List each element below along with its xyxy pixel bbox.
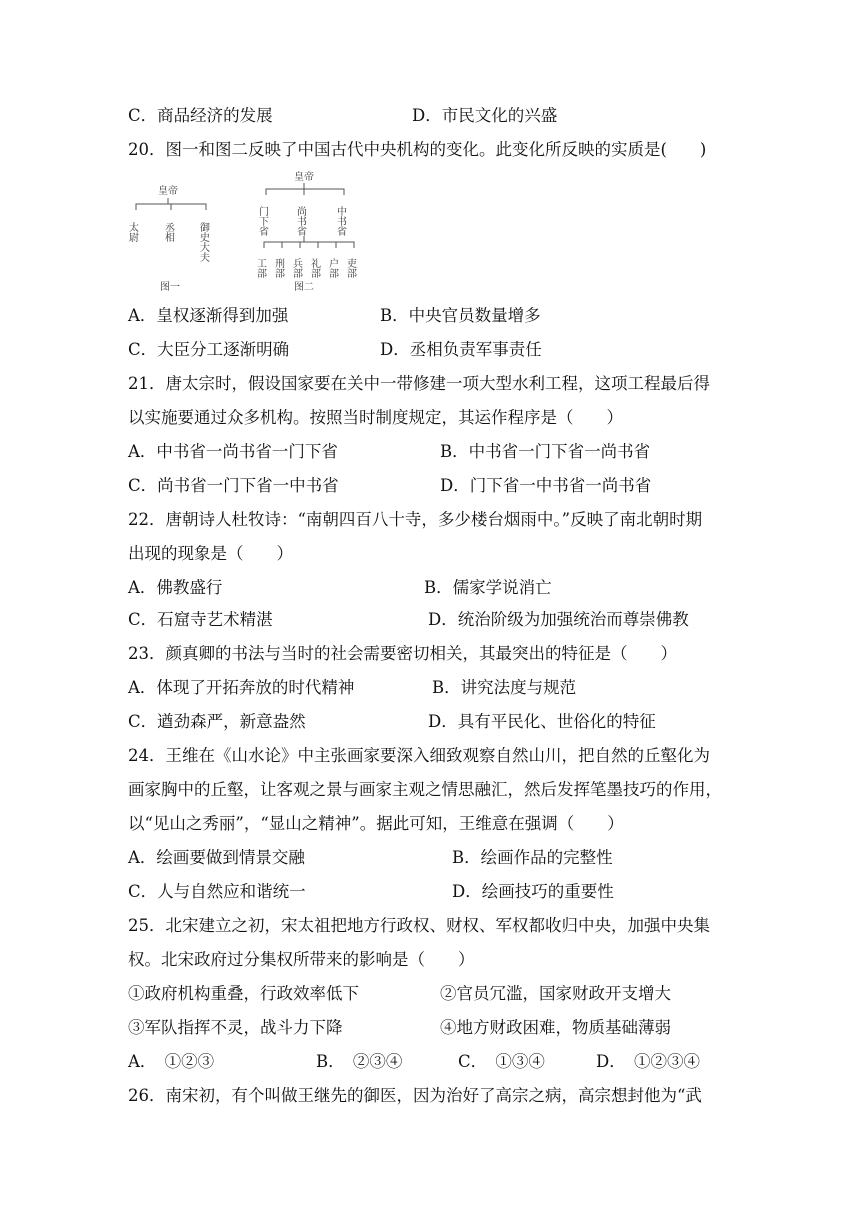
q21-option-c: C．尚书省一门下省一中书省 xyxy=(128,476,339,495)
q21-stem-line2: 以实施要通过众多机构。按照当时制度规定，其运作程序是（ ） xyxy=(128,408,623,427)
q19-option-c: C．商品经济的发展 xyxy=(128,106,273,125)
fig2-bu-3: 兵部 xyxy=(290,258,302,278)
q25-stem-line2: 权。北宋政府过分集权所带来的影响是（ ） xyxy=(128,950,475,969)
q23-stem: 23．颜真卿的书法与当时的社会需要密切相关，其最突出的特征是（ ） xyxy=(128,644,677,663)
fig2-sheng-3: 中书省 xyxy=(334,206,346,236)
q24-stem-line3: 以“见山之秀丽”，“显山之精神”。据此可知，王维意在强调（ ） xyxy=(128,814,624,833)
q26-stem-line1: 26．南宋初，有个叫做王继先的御医，因为治好了高宗之病，高宗想封他为“武 xyxy=(128,1086,702,1105)
fig2-bu-1: 工部 xyxy=(254,258,266,278)
fig2-caption: 图二 xyxy=(294,282,314,293)
figure-two-diagram xyxy=(255,170,357,293)
fig2-bu-4: 礼部 xyxy=(308,258,320,278)
fig2-bu-6: 吏部 xyxy=(344,258,356,278)
q22-option-c: C．石窟寺艺术精湛 xyxy=(128,610,273,629)
fig1-child-1: 太尉 xyxy=(126,222,138,242)
q22-option-a: A．佛教盛行 xyxy=(128,578,223,597)
q21-option-d: D．门下省一中书省一尚书省 xyxy=(440,476,652,495)
q22-option-b: B．儒家学说消亡 xyxy=(424,578,552,597)
q25-option-d: D． ①②③④ xyxy=(596,1052,700,1071)
q23-option-b: B．讲究法度与规范 xyxy=(432,678,577,697)
q20-option-c: C．大臣分工逐渐明确 xyxy=(128,340,290,359)
q23-option-d: D．具有平民化、世俗化的特征 xyxy=(428,712,656,731)
q22-stem-line1: 22．唐朝诗人杜牧诗：“南朝四百八十寺，多少楼台烟雨中。”反映了南北朝时期 xyxy=(128,510,703,529)
q20-option-a: A．皇权逐渐得到加强 xyxy=(128,306,289,325)
q21-option-a: A．中书省一尚书省一门下省 xyxy=(128,442,338,461)
q22-option-d: D．统治阶级为加强统治而尊崇佛教 xyxy=(428,610,689,629)
q20-stem: 20．图一和图二反映了中国古代中央机构的变化。此变化所反映的实质是( ) xyxy=(128,140,707,159)
q24-stem-line1: 24．王维在《山水论》中主张画家要深入细致观察自然山川，把自然的丘壑化为 xyxy=(128,746,710,765)
q23-option-a: A．体现了开拓奔放的时代精神 xyxy=(128,678,355,697)
q25-statement-2: ②官员冗滥，国家财政开支增大 xyxy=(440,984,671,1003)
q21-stem-line1: 21．唐太宗时，假设国家要在关中一带修建一项大型水利工程，这项工程最后得 xyxy=(128,374,710,393)
q24-option-c: C．人与自然应和谐统一 xyxy=(128,882,306,901)
q21-option-b: B．中书省一门下省一尚书省 xyxy=(440,442,651,461)
q25-stem-line1: 25．北宋建立之初，宋太祖把地方行政权、财权、军权都收归中央，加强中央集 xyxy=(128,916,710,935)
fig2-bu-2: 刑部 xyxy=(272,258,284,278)
fig2-top: 皇帝 xyxy=(294,172,314,183)
q20-figure xyxy=(128,170,368,298)
q20-option-b: B．中央官员数量增多 xyxy=(380,306,541,325)
fig2-sheng-2: 尚书省 xyxy=(294,206,306,236)
q20-option-d: D．丞相负责军事责任 xyxy=(380,340,542,359)
q23-option-c: C．遒劲森严，新意盎然 xyxy=(128,712,306,731)
fig1-child-3: 御史大夫 xyxy=(197,222,209,262)
q24-option-d: D．绘画技巧的重要性 xyxy=(452,882,614,901)
q25-statement-1: ①政府机构重叠，行政效率低下 xyxy=(128,984,359,1003)
figure-one-diagram xyxy=(127,184,210,293)
q19-option-d: D．市民文化的兴盛 xyxy=(412,106,558,125)
q24-option-b: B．绘画作品的完整性 xyxy=(452,848,613,867)
fig2-bu-5: 户部 xyxy=(326,258,338,278)
q25-option-a: A． ①②③ xyxy=(128,1052,215,1071)
q25-statement-3: ③军队指挥不灵，战斗力下降 xyxy=(128,1018,343,1037)
q25-option-b: B． ②③④ xyxy=(316,1052,403,1071)
q24-stem-line2: 画家胸中的丘壑，让客观之景与画家主观之情思融汇，然后发挥笔墨技巧的作用， xyxy=(128,780,722,799)
fig2-sheng-1: 门下省 xyxy=(256,206,268,236)
q25-option-c: C． ①③④ xyxy=(458,1052,545,1071)
q24-option-a: A．绘画要做到情景交融 xyxy=(128,848,305,867)
fig1-top: 皇帝 xyxy=(158,186,178,197)
fig1-caption: 图一 xyxy=(160,282,180,293)
q25-statement-4: ④地方财政困难，物质基础薄弱 xyxy=(440,1018,671,1037)
q22-stem-line2: 出现的现象是（ ） xyxy=(128,544,293,563)
fig1-child-2: 丞相 xyxy=(162,222,174,242)
